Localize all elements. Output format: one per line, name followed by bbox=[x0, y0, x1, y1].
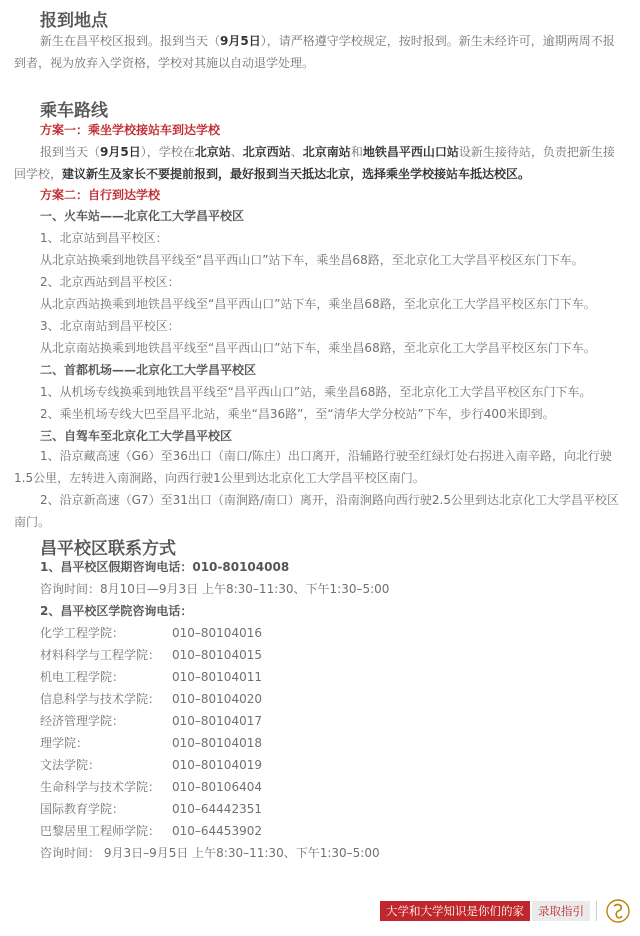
college-name: 巴黎居里工程师学院： bbox=[40, 824, 161, 838]
university-logo-icon bbox=[605, 898, 631, 924]
route-heading-drive: 三、自驾车至北京化工大学昌平校区 bbox=[40, 429, 233, 443]
college-row bbox=[40, 733, 400, 753]
plan1-paragraph bbox=[14, 141, 626, 185]
college-phone: 010–80104011 bbox=[172, 670, 262, 684]
route-heading-airport: 二、首都机场——北京化工大学昌平校区 bbox=[40, 363, 257, 377]
college-name: 机电工程学院： bbox=[40, 670, 125, 684]
college-name: 材料科学与工程学院： bbox=[40, 648, 161, 662]
college-phone: 010–80104017 bbox=[172, 714, 262, 728]
college-row bbox=[40, 777, 400, 797]
station-xishankou: 地铁昌平西山口站 bbox=[362, 145, 459, 159]
college-hotline-hours: 咨询时间： 9月3日–9月5日 上午8:30–11:30、下午1:30–5:00 bbox=[40, 846, 380, 860]
airport-route-2: 2、乘坐机场专线大巴至昌平北站，乘坐“昌36路”，至“清华大学分校站”下车，步行400米即到。 bbox=[40, 407, 555, 421]
college-row bbox=[40, 799, 400, 819]
sep-1: 、 bbox=[230, 145, 243, 159]
college-row bbox=[40, 711, 400, 731]
college-phone: 010–80104016 bbox=[172, 626, 262, 640]
location-text-b: ），请严格遵守学校规定，按时报到。新生未经许可，逾期两周不报到者，视为放弃入学资格，学校对其施以自动退学处理。 bbox=[14, 34, 615, 70]
college-phone: 010–80104020 bbox=[172, 692, 262, 706]
college-phone: 010–80104015 bbox=[172, 648, 262, 662]
location-text-a: 新生在昌平校区报到。报到当天（ bbox=[40, 34, 221, 48]
and-text: 和 bbox=[350, 145, 363, 159]
college-phone: 010–64442351 bbox=[172, 802, 262, 816]
sep-2: 、 bbox=[290, 145, 303, 159]
college-name: 化学工程学院： bbox=[40, 626, 125, 640]
college-row bbox=[40, 689, 400, 709]
station-beijing-south: 北京南站 bbox=[302, 145, 351, 159]
college-hotline-heading: 2、昌平校区学院咨询电话： bbox=[40, 604, 193, 618]
section-title-contact: 昌平校区联系方式 bbox=[40, 539, 176, 559]
college-phone: 010–80106404 bbox=[172, 780, 262, 794]
route-step-3: 3、北京南站到昌平校区： bbox=[40, 319, 180, 333]
footer-divider bbox=[596, 901, 597, 921]
college-row bbox=[40, 755, 400, 775]
footer-banner bbox=[380, 900, 631, 922]
plan1-text-a: 报到当天（ bbox=[40, 145, 101, 159]
plan1-date: 9月5日 bbox=[100, 145, 141, 159]
plan1-advice: 建议新生及家长不要提前报到，最好报到当天抵达北京，选择乘坐学校接站车抵达校区。 bbox=[62, 167, 531, 181]
route-step-3-detail: 从北京南站换乘到地铁昌平线至“昌平西山口”站下车，乘坐昌68路，至北京化工大学昌平校区东门下车。 bbox=[40, 341, 596, 355]
college-name: 经济管理学院： bbox=[40, 714, 125, 728]
station-beijing-west: 北京西站 bbox=[242, 145, 291, 159]
holiday-hotline-hours: 咨询时间：8月10日—9月3日 上午8:30–11:30、下午1:30–5:00 bbox=[40, 582, 390, 596]
route-step-2: 2、北京西站到昌平校区： bbox=[40, 275, 180, 289]
section-title-route: 乘车路线 bbox=[40, 101, 108, 121]
college-phone: 010–80104019 bbox=[172, 758, 262, 772]
college-name: 理学院： bbox=[40, 736, 89, 750]
holiday-hotline: 1、昌平校区假期咨询电话：010-80104008 bbox=[40, 560, 290, 574]
drive-route-1: 1、沿京藏高速（G6）至36出口（南口/陈庄）出口离开，沿辅路行驶至红绿灯处右拐进入南辛路，向北行驶1.5公里，左转进入南涧路，向西行驶1公里到达北京化工大学昌平校区南门。 bbox=[14, 449, 612, 485]
station-beijing: 北京站 bbox=[194, 145, 231, 159]
college-row bbox=[40, 821, 400, 841]
plan2-heading: 方案二：自行到达学校 bbox=[40, 188, 161, 202]
college-name: 信息科学与技术学院： bbox=[40, 692, 161, 706]
college-row bbox=[40, 645, 400, 665]
drive-route-2: 2、沿京新高速（G7）至31出口（南涧路/南口）离开，沿南涧路向西行驶2.5公里到达北京化工大学昌平校区南门。 bbox=[14, 493, 619, 529]
route-heading-train: 一、火车站——北京化工大学昌平校区 bbox=[40, 209, 245, 223]
college-name: 文法学院： bbox=[40, 758, 101, 772]
route-step-1-detail: 从北京站换乘到地铁昌平线至“昌平西山口”站下车，乘坐昌68路，至北京化工大学昌平校区东门下车。 bbox=[40, 253, 584, 267]
college-phone: 010–64453902 bbox=[172, 824, 262, 838]
footer-slogan: 大学和大学知识是你们的家 bbox=[380, 901, 530, 921]
route-step-1: 1、北京站到昌平校区： bbox=[40, 231, 168, 245]
location-paragraph bbox=[14, 30, 626, 74]
admission-guide-link[interactable]: 录取指引 bbox=[532, 901, 590, 921]
college-name: 国际教育学院： bbox=[40, 802, 125, 816]
airport-route-1: 1、从机场专线换乘到地铁昌平线至“昌平西山口”站，乘坐昌68路，至北京化工大学昌平校区东门下车。 bbox=[40, 385, 592, 399]
plan1-text-b: ），学校在 bbox=[140, 145, 195, 159]
college-name: 生命科学与技术学院： bbox=[40, 780, 161, 794]
section-title-location: 报到地点 bbox=[40, 11, 108, 31]
report-date: 9月5日 bbox=[220, 34, 261, 48]
college-row bbox=[40, 667, 400, 687]
route-step-2-detail: 从北京西站换乘到地铁昌平线至“昌平西山口”站下车，乘坐昌68路，至北京化工大学昌平校区东门下车。 bbox=[40, 297, 596, 311]
plan1-heading: 方案一：乘坐学校接站车到达学校 bbox=[40, 123, 221, 137]
college-phone: 010–80104018 bbox=[172, 736, 262, 750]
plan1-text-c: 设新生接待站，负责把新生接回学校， bbox=[14, 145, 615, 181]
college-row bbox=[40, 623, 400, 643]
